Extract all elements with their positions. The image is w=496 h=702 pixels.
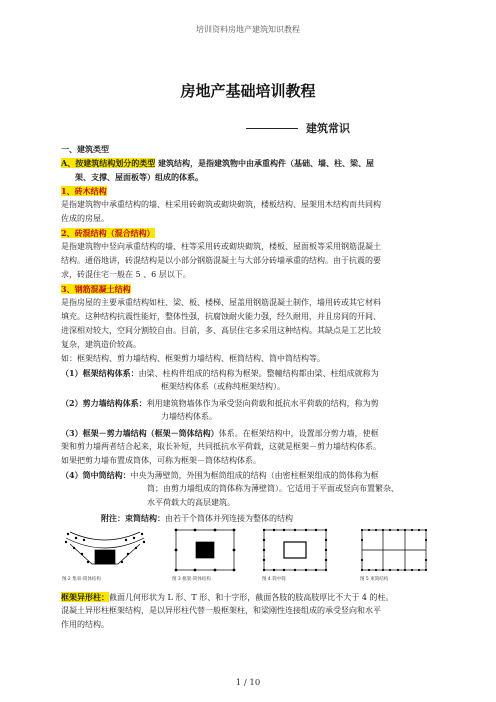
paragraph-rc-4: 复杂，建筑造价较高。 [61,340,141,349]
frame-structure-label: （1）框架结构体系： [61,368,139,378]
tube-in-tube-line-3: 水平荷载大的高层建筑。 [147,498,235,507]
tube-in-tube-line-1 [61,468,443,483]
heading-brick-concrete-label: 2、砖混结构（混合结构） [61,228,155,238]
paragraph-rc-examples: 如：框架结构、剪力墙结构、框架剪力墙结构、框筒结构、筒中筒结构等。 [61,354,325,363]
frame-structure-line-1 [61,366,443,381]
tube-in-tube-text: 中央为薄壁筒，外围为框筒组成的结构（由密柱框架组成的筒体称为框 [130,471,379,480]
figure-bundled-core-tube [65,532,145,564]
special-column-line-2: 混凝土异形柱框架结构，是以异形柱代替一般框架柱，和梁刚性连接组成的承受竖向和水平 [61,606,381,615]
page-number: 1 / 10 [235,678,261,688]
subtitle-rule [246,128,298,129]
bundled-tube-label: 附注：束筒结构： [101,513,165,523]
heading-brick-wood [61,184,443,198]
page-header: 培训资料房地产建筑知识教程 [196,25,300,34]
frame-shear-line-2: 架和剪力墙两者结合起来，取长补短，共同抵抗水平荷载，这就是框架－剪力墙结构体系。 [61,442,381,451]
special-column-line-3: 作用的结构。 [61,620,109,629]
figure-caption-3: 图 3 框架-筒体结构 [172,577,211,582]
paragraph-brick-concrete-1: 是指建筑物中竖向承重结构的墙、柱等采用砖或砌块砌筑，楼板、屋面板等采用钢筋混凝土 [61,242,381,251]
frame-structure-text: 由梁、柱构件组成的结构称为框架。整幢结构都由梁、柱组成就称为 [138,369,379,378]
shear-wall-label: （2）剪力墙结构体系： [61,398,147,408]
frame-shear-text: 体系。在框架结构中，设置部分剪力墙，使框 [218,429,379,438]
frame-shear-line-1 [61,426,443,441]
tube-in-tube-label: （4）筒中筒结构： [61,470,131,480]
bundled-tube-note [101,511,441,526]
paragraph-rc-2: 填充。这种结构抗震性能好，整体性强，抗腐蚀耐火能力强，经久耐用，并且房间的开间、 [61,312,381,321]
structure-figures [62,528,434,574]
figure-caption-5: 图 5 束筒结构 [360,577,389,582]
heading-reinforced-concrete [61,282,443,296]
paragraph-rc-3: 进深相对较大，空间分割较自由。目前，多、高层住宅多采用这种结构。其缺点是工艺比较 [61,326,381,335]
special-column-line-1 [61,590,443,605]
shear-wall-text: 利用建筑物墙体作为承受竖向荷载和抵抗水平荷载的结构，称为剪 [146,399,379,408]
shear-wall-line-1 [61,396,443,411]
frame-shear-label: （3）框架－剪力墙结构（框架－筒体结构） [61,428,219,438]
section-a-line-1 [61,156,443,170]
tube-in-tube-line-2: 筒；由剪力墙组成的筒体称为薄壁筒）。它适用于平面或竖向布置繁杂、 [147,484,399,493]
paragraph-brick-concrete-3: 求，砖混住宅一般在 5 、6 层以下。 [61,270,191,279]
frame-structure-line-2: 框架结构体系（或称纯框架结构）。 [161,382,285,391]
frame-shear-line-3: 如果把剪力墙布置成筒体，可称为框架－筒体结构体系。 [61,456,261,465]
figure-caption-2: 图 2 集束-筒体结构 [62,577,101,582]
paragraph-rc-1: 是指房屋的主要承重结构如柱、梁、板、楼梯、屋盖用钢筋混凝土制作，墙用砖或其它材料 [61,298,381,307]
special-column-text: 截面几何形状为 L 形、T 形、和十字形，截面各肢的肢高肢厚比不大于 4 的柱。 [109,593,394,602]
section-a-label: A、按建筑结构划分的类型 [61,158,156,168]
paragraph-brick-wood-2: 佐成的房屋。 [61,214,109,223]
shear-wall-line-2: 力墙结构体系。 [161,412,217,421]
heading-reinforced-concrete-label: 3、钢筋混凝土结构 [61,284,131,294]
page-title: 房地产基础培训教程 [180,82,316,100]
figure-tube-in-tube [263,529,327,571]
figure-frame-core-tube [175,529,236,572]
special-column-label: 框架异形柱： [61,592,109,602]
bundled-tube-text: 由若干个筒体并列连接为整体的结构 [165,514,293,523]
section-heading-building-types: 一、建筑类型 [61,144,109,154]
paragraph-brick-concrete-2: 结构。通俗地讲，砖混结构是以小部分钢筋混凝土与大部分砖墙承重的结构。由于抗震的要 [61,256,381,265]
paragraph-brick-wood-1: 是指建筑物中承重结构的墙、柱采用砖砌筑或砌块砌筑，楼板结构、屋架用木结构而共同构 [61,200,381,209]
heading-brick-wood-label: 1、砖木结构 [61,186,107,196]
section-a-text: 建筑结构，是指建筑物中由承重构件（基础、墙、柱、梁、屋 [155,158,375,168]
figure-bundled-tube [361,529,427,571]
section-subtitle: 建筑常识 [306,122,350,135]
heading-brick-concrete [61,226,443,240]
section-a-line-2: 架、支撑、屋面板等）组成的体系。 [75,172,203,182]
figure-caption-4: 图 4 筒中筒 [262,577,286,582]
